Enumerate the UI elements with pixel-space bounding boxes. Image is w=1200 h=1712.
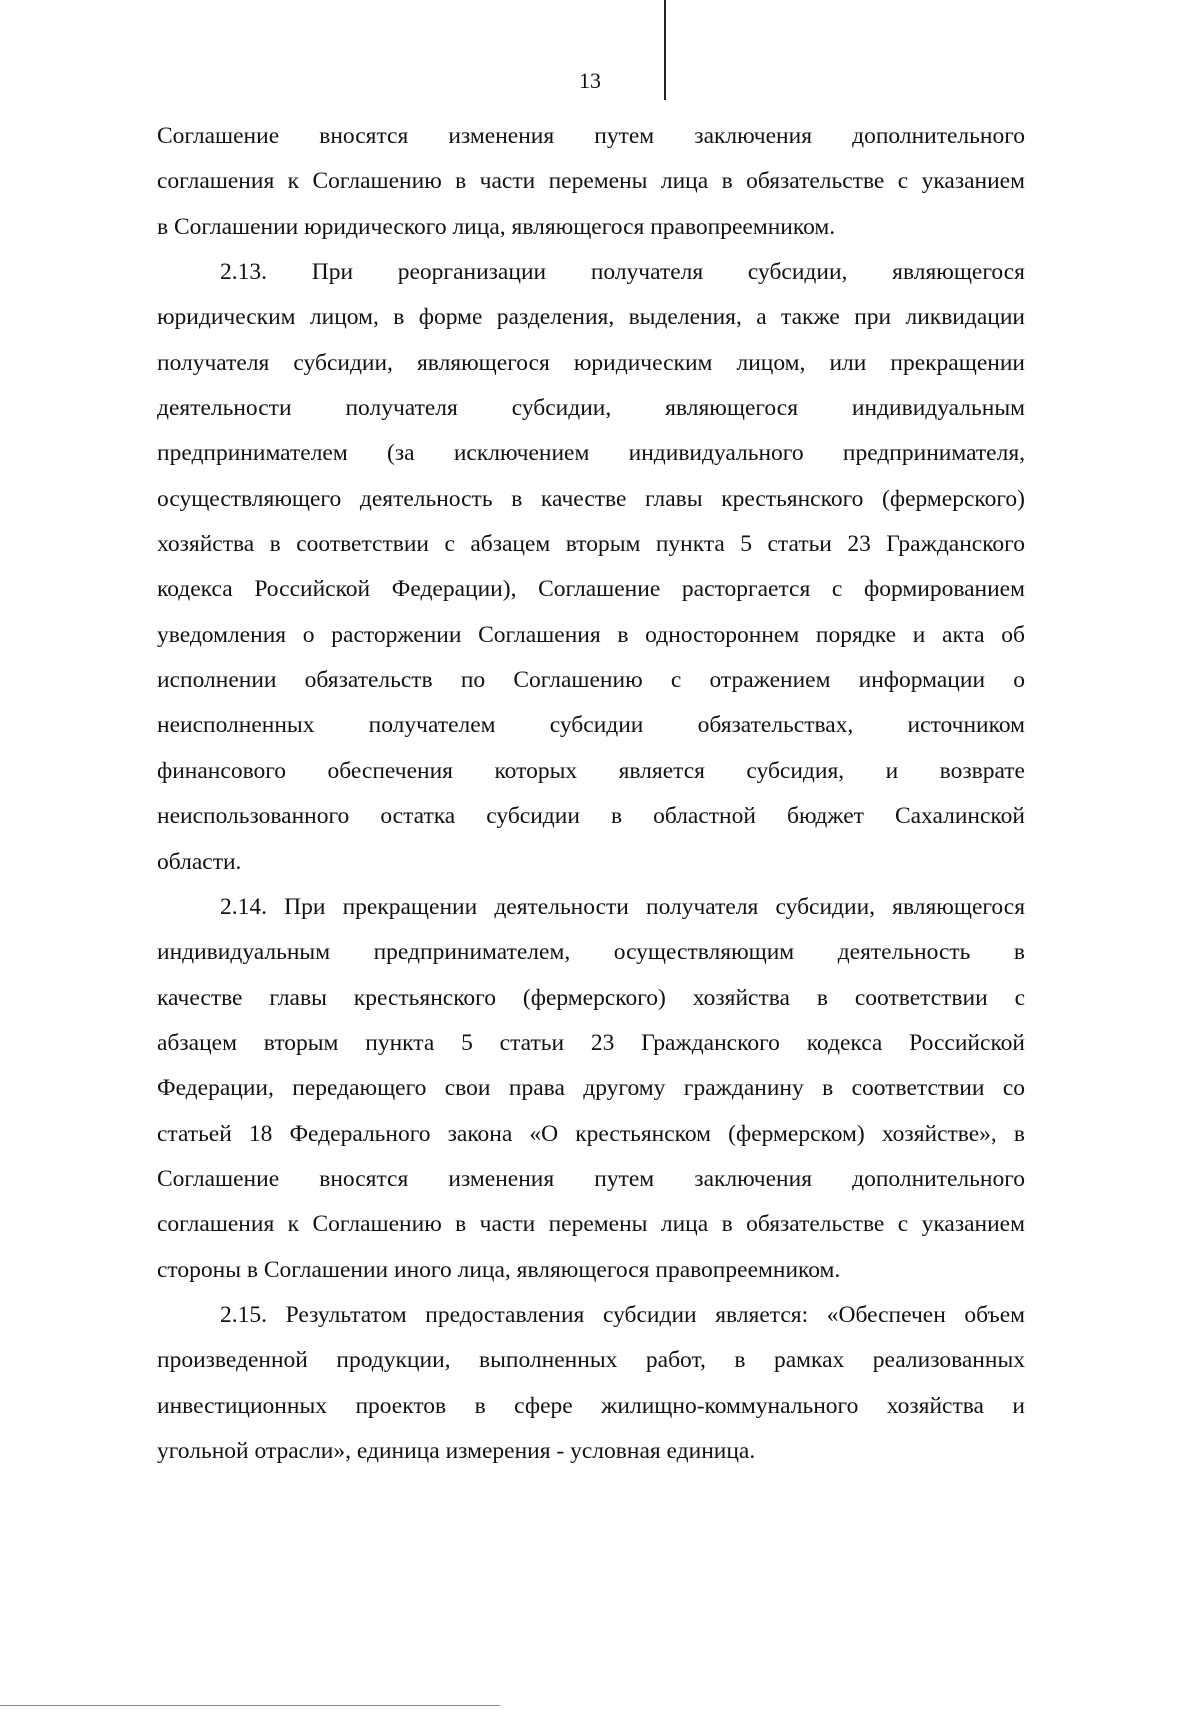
page-number: 13 [579,68,601,93]
text-line: индивидуальным предпринимателем, осуществляющим деятельность в [157,939,1025,966]
text-line: предпринимателем (за исключением индивидуального предпринимателя, [157,440,1025,467]
text-line: уведомления о расторжении Соглашения в одностороннем порядке и акта об [157,621,1025,648]
text-line: хозяйства в соответствии с абзацем вторым пункта 5 статьи 23 Гражданского [157,531,1025,558]
paragraph [157,885,1025,1293]
text-line: 2.13. При реорганизации получателя субсидии, являющегося [220,259,1025,286]
text-line: абзацем вторым пункта 5 статьи 23 Гражданского кодекса Российской [157,1029,1025,1056]
scan-artifact-line [0,1705,500,1706]
text-line: исполнении обязательств по Соглашению с отражением информации о [157,667,1025,694]
text-line: финансового обеспечения которых является субсидия, и возврате [157,757,1025,784]
text-line: статьей 18 Федерального закона «О крестьянском (фермерском) хозяйстве», в [157,1120,1025,1147]
text-line: инвестиционных проектов в сфере жилищно-коммунального хозяйства и [157,1392,1025,1419]
text-line: 2.14. При прекращении деятельности получателя субсидии, являющегося [220,893,1025,920]
scan-artifact-line [664,0,666,100]
text-line: соглашения к Соглашению в части перемены лица в обязательстве с указанием [157,1211,1025,1238]
text-line: стороны в Соглашении иного лица, являющегося правопреемником. [157,1256,841,1283]
text-line: в Соглашении юридического лица, являющегося правопреемником. [157,213,836,240]
paragraph [157,114,1025,250]
text-line: кодекса Российской Федерации), Соглашение расторгается с формированием [157,576,1025,603]
text-line: юридическим лицом, в форме разделения, выделения, а также при ликвидации [157,304,1025,331]
text-line: качестве главы крестьянского (фермерского) хозяйства в соответствии с [157,984,1025,1011]
paragraph [157,250,1025,885]
text-line: осуществляющего деятельность в качестве главы крестьянского (фермерского) [157,485,1025,512]
text-line: произведенной продукции, выполненных работ, в рамках реализованных [157,1347,1025,1374]
text-line: Соглашение вносятся изменения путем заключения дополнительного [157,123,1025,149]
text-line: неиспользованного остатка субсидии в областной бюджет Сахалинской [157,803,1025,830]
text-line: получателя субсидии, являющегося юридическим лицом, или прекращении [157,349,1025,376]
text-line: угольной отрасли», единица измерения - условная единица. [157,1437,756,1464]
text-line: соглашения к Соглашению в части перемены лица в обязательстве с указанием [157,168,1025,195]
text-line: Федерации, передающего свои права другому гражданину в соответствии со [157,1075,1025,1102]
text-line: области. [157,848,242,875]
paragraph [157,1293,1025,1474]
text-line: неисполненных получателем субсидии обязательствах, источником [157,712,1025,739]
text-line: деятельности получателя субсидии, являющегося индивидуальным [157,395,1025,422]
document-body [157,114,1025,1474]
text-line: Соглашение вносятся изменения путем заключения дополнительного [157,1165,1025,1192]
text-line: 2.15. Результатом предоставления субсидии является: «Обеспечен объем [220,1301,1025,1328]
